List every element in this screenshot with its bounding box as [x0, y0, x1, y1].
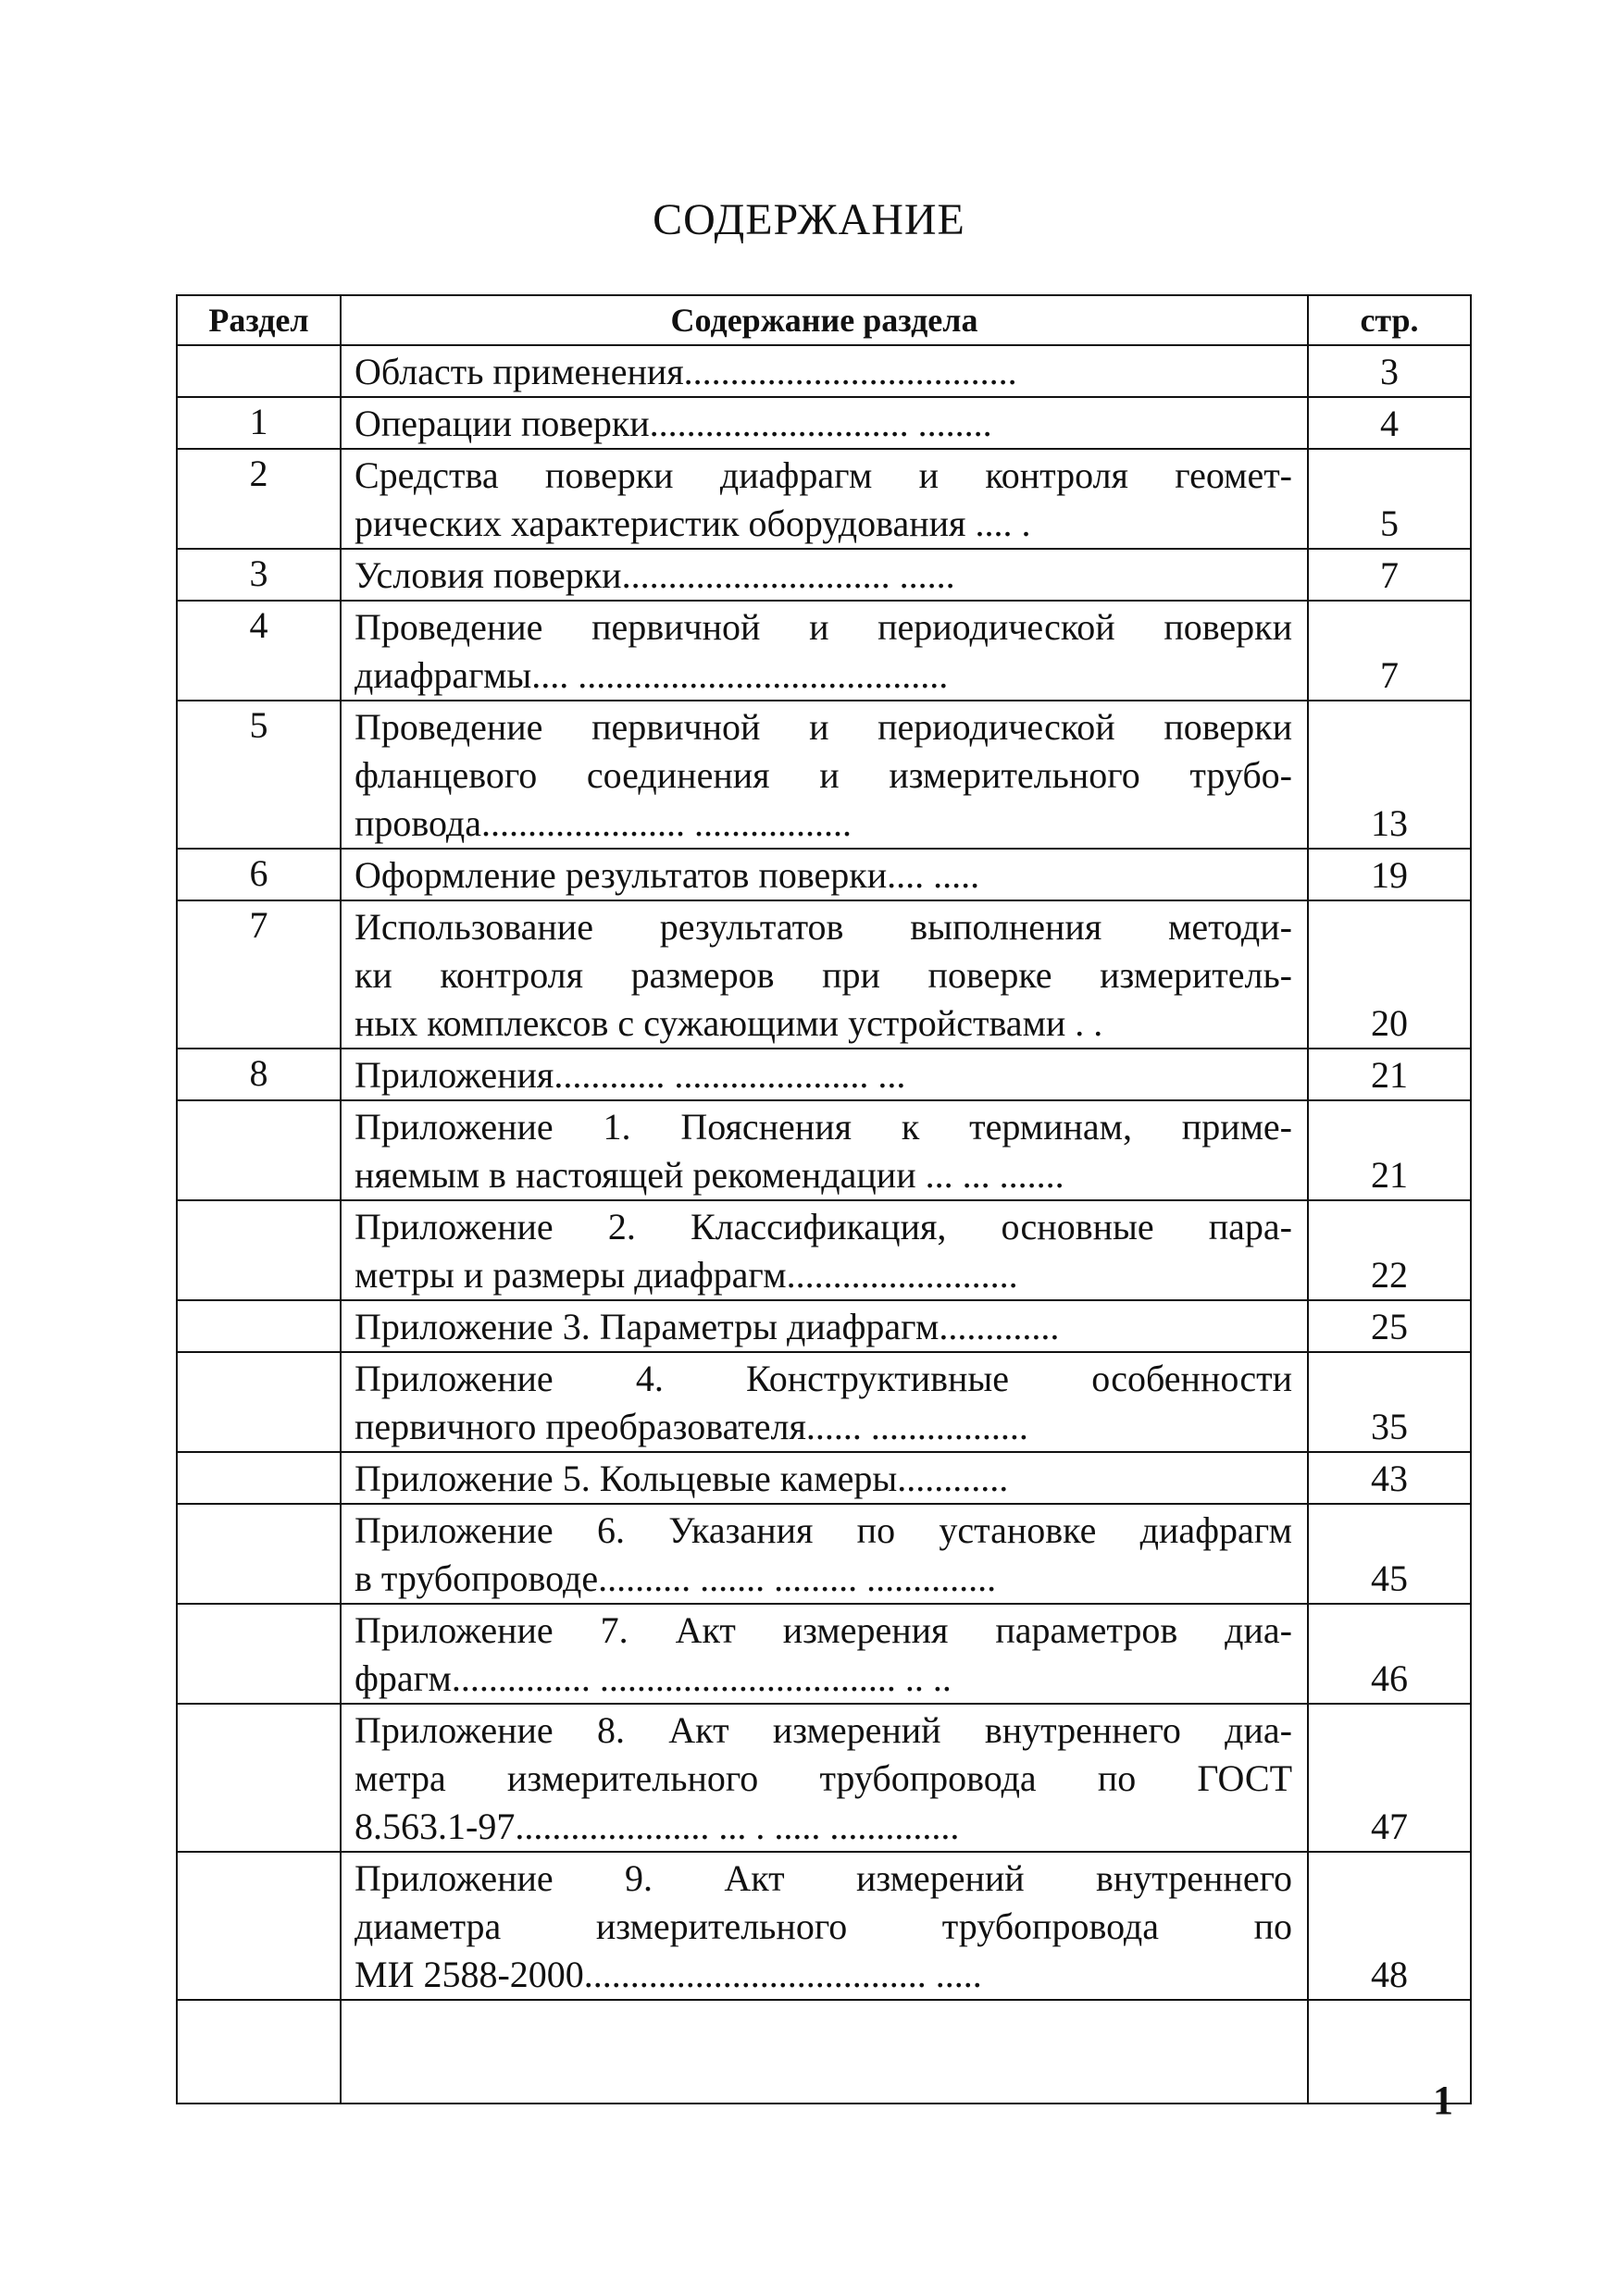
section-title	[341, 1452, 1308, 1504]
section-number: 1	[177, 397, 341, 449]
page-ref: 20	[1308, 900, 1471, 1049]
section-title	[341, 1049, 1308, 1100]
page-ref: 35	[1308, 1352, 1471, 1452]
table-row	[177, 1352, 1471, 1452]
section-number	[177, 1604, 341, 1704]
section-title-line: Приложение 9. Акт измерений внутреннего	[355, 1857, 1292, 1899]
section-title-line: Оформление результатов поверки.... .....	[355, 854, 980, 896]
section-title	[341, 1704, 1308, 1852]
section-title	[341, 397, 1308, 449]
section-title-line: няемым в настоящей рекомендации ... ... .......	[355, 1154, 1064, 1196]
page-ref: 19	[1308, 849, 1471, 900]
empty-cell	[177, 2000, 341, 2104]
section-number	[177, 1504, 341, 1604]
section-title-line: провода...................... .................	[355, 802, 852, 844]
empty-row	[177, 2000, 1471, 2104]
section-title-line: Приложение 1. Пояснения к терминам, приме-	[355, 1106, 1292, 1148]
page-ref: 48	[1308, 1852, 1471, 2000]
table-row	[177, 1852, 1471, 2000]
section-title-line: фланцевого соединения и измерительного трубо-	[355, 754, 1292, 796]
page-ref: 45	[1308, 1504, 1471, 1604]
section-title-line: диафрагмы.... ........................................	[355, 654, 949, 696]
section-title-line: ных комплексов с сужающими устройствами . .	[355, 1002, 1103, 1044]
table-row	[177, 1049, 1471, 1100]
section-title-line: диаметра измерительного трубопровода по	[355, 1905, 1292, 1947]
section-title-line: Проведение первичной и периодической поверки	[355, 606, 1292, 648]
section-number	[177, 1200, 341, 1300]
section-title	[341, 345, 1308, 397]
section-title-line: в трубопроводе.......... ....... ......... ..............	[355, 1558, 997, 1599]
section-title	[341, 449, 1308, 549]
section-title-line: ки контроля размеров при поверке измеритель-	[355, 954, 1292, 996]
section-title-line: Приложение 2. Классификация, основные пара-	[355, 1206, 1292, 1247]
header-content: Содержание раздела	[341, 295, 1308, 345]
page-ref: 25	[1308, 1300, 1471, 1352]
table-row	[177, 1452, 1471, 1504]
section-title-line: Приложения............ ..................... ...	[355, 1054, 906, 1096]
section-title	[341, 900, 1308, 1049]
section-title	[341, 1100, 1308, 1200]
empty-cell	[341, 2000, 1308, 2104]
table-row	[177, 345, 1471, 397]
section-title-line: Приложение 5. Кольцевые камеры............	[355, 1458, 1009, 1499]
page-ref: 46	[1308, 1604, 1471, 1704]
section-title-line: Приложение 8. Акт измерений внутреннего диа-	[355, 1709, 1292, 1751]
section-number	[177, 1352, 341, 1452]
section-title	[341, 1504, 1308, 1604]
section-number	[177, 1300, 341, 1352]
section-title-line: Средства поверки диафрагм и контроля геомет-	[355, 454, 1292, 496]
section-title-line: метра измерительного трубопровода по ГОСТ	[355, 1757, 1292, 1799]
section-title-line: Условия поверки............................. ......	[355, 554, 955, 596]
section-title	[341, 1352, 1308, 1452]
section-number	[177, 345, 341, 397]
section-number: 2	[177, 449, 341, 549]
page-ref: 22	[1308, 1200, 1471, 1300]
section-number	[177, 1852, 341, 2000]
section-title-line: Проведение первичной и периодической поверки	[355, 706, 1292, 748]
section-title-line: рических характеристик оборудования .... .	[355, 503, 1031, 544]
table-row	[177, 549, 1471, 601]
section-title-line: метры и размеры диафрагм.........................	[355, 1254, 1018, 1296]
section-number: 7	[177, 900, 341, 1049]
table-row	[177, 849, 1471, 900]
section-number: 4	[177, 601, 341, 701]
table-row	[177, 1604, 1471, 1704]
table-row	[177, 397, 1471, 449]
section-title	[341, 1604, 1308, 1704]
section-title	[341, 601, 1308, 701]
section-title-line: Операции поверки............................ ........	[355, 403, 992, 444]
contents-body	[177, 345, 1471, 2104]
section-number	[177, 1704, 341, 1852]
page-ref: 21	[1308, 1049, 1471, 1100]
page-ref: 7	[1308, 601, 1471, 701]
table-row	[177, 601, 1471, 701]
section-number: 6	[177, 849, 341, 900]
section-number: 3	[177, 549, 341, 601]
table-row	[177, 701, 1471, 849]
section-title-line: Использование результатов выполнения методи-	[355, 906, 1292, 948]
page-ref: 13	[1308, 701, 1471, 849]
section-title-line: 8.563.1-97..................... ... . ..... ..............	[355, 1806, 960, 1847]
header-section: Раздел	[177, 295, 341, 345]
page-number: 1	[1433, 2078, 1453, 2123]
page-ref: 21	[1308, 1100, 1471, 1200]
section-title	[341, 1300, 1308, 1352]
section-title-line: Область применения....................................	[355, 351, 1017, 392]
section-title-line: первичного преобразователя...... .................	[355, 1406, 1028, 1447]
section-title	[341, 1852, 1308, 2000]
table-header-row	[177, 295, 1471, 345]
table-row	[177, 1704, 1471, 1852]
section-title-line: фрагм............... ................................ .. ..	[355, 1657, 952, 1699]
section-title	[341, 549, 1308, 601]
page-ref: 4	[1308, 397, 1471, 449]
section-title-line: МИ 2588-2000..................................... .....	[355, 1954, 982, 1995]
section-title-line: Приложение 3. Параметры диафрагм.............	[355, 1306, 1060, 1347]
section-number: 8	[177, 1049, 341, 1100]
section-title	[341, 849, 1308, 900]
section-title	[341, 1200, 1308, 1300]
section-number	[177, 1452, 341, 1504]
section-number: 5	[177, 701, 341, 849]
page-ref: 47	[1308, 1704, 1471, 1852]
page-ref: 3	[1308, 345, 1471, 397]
table-row	[177, 1100, 1471, 1200]
page-title: СОДЕРЖАНИЕ	[653, 195, 965, 244]
section-title	[341, 701, 1308, 849]
section-title-line: Приложение 6. Указания по установке диафрагм	[355, 1509, 1292, 1551]
section-number	[177, 1100, 341, 1200]
contents-table	[176, 294, 1472, 2104]
page-ref: 5	[1308, 449, 1471, 549]
table-row	[177, 1504, 1471, 1604]
table-row	[177, 1300, 1471, 1352]
page-ref: 43	[1308, 1452, 1471, 1504]
section-title-line: Приложение 4. Конструктивные особенности	[355, 1358, 1292, 1399]
section-title-line: Приложение 7. Акт измерения параметров диа-	[355, 1609, 1292, 1651]
header-page: стр.	[1308, 295, 1471, 345]
table-row	[177, 1200, 1471, 1300]
page-ref: 7	[1308, 549, 1471, 601]
table-row	[177, 900, 1471, 1049]
table-row	[177, 449, 1471, 549]
